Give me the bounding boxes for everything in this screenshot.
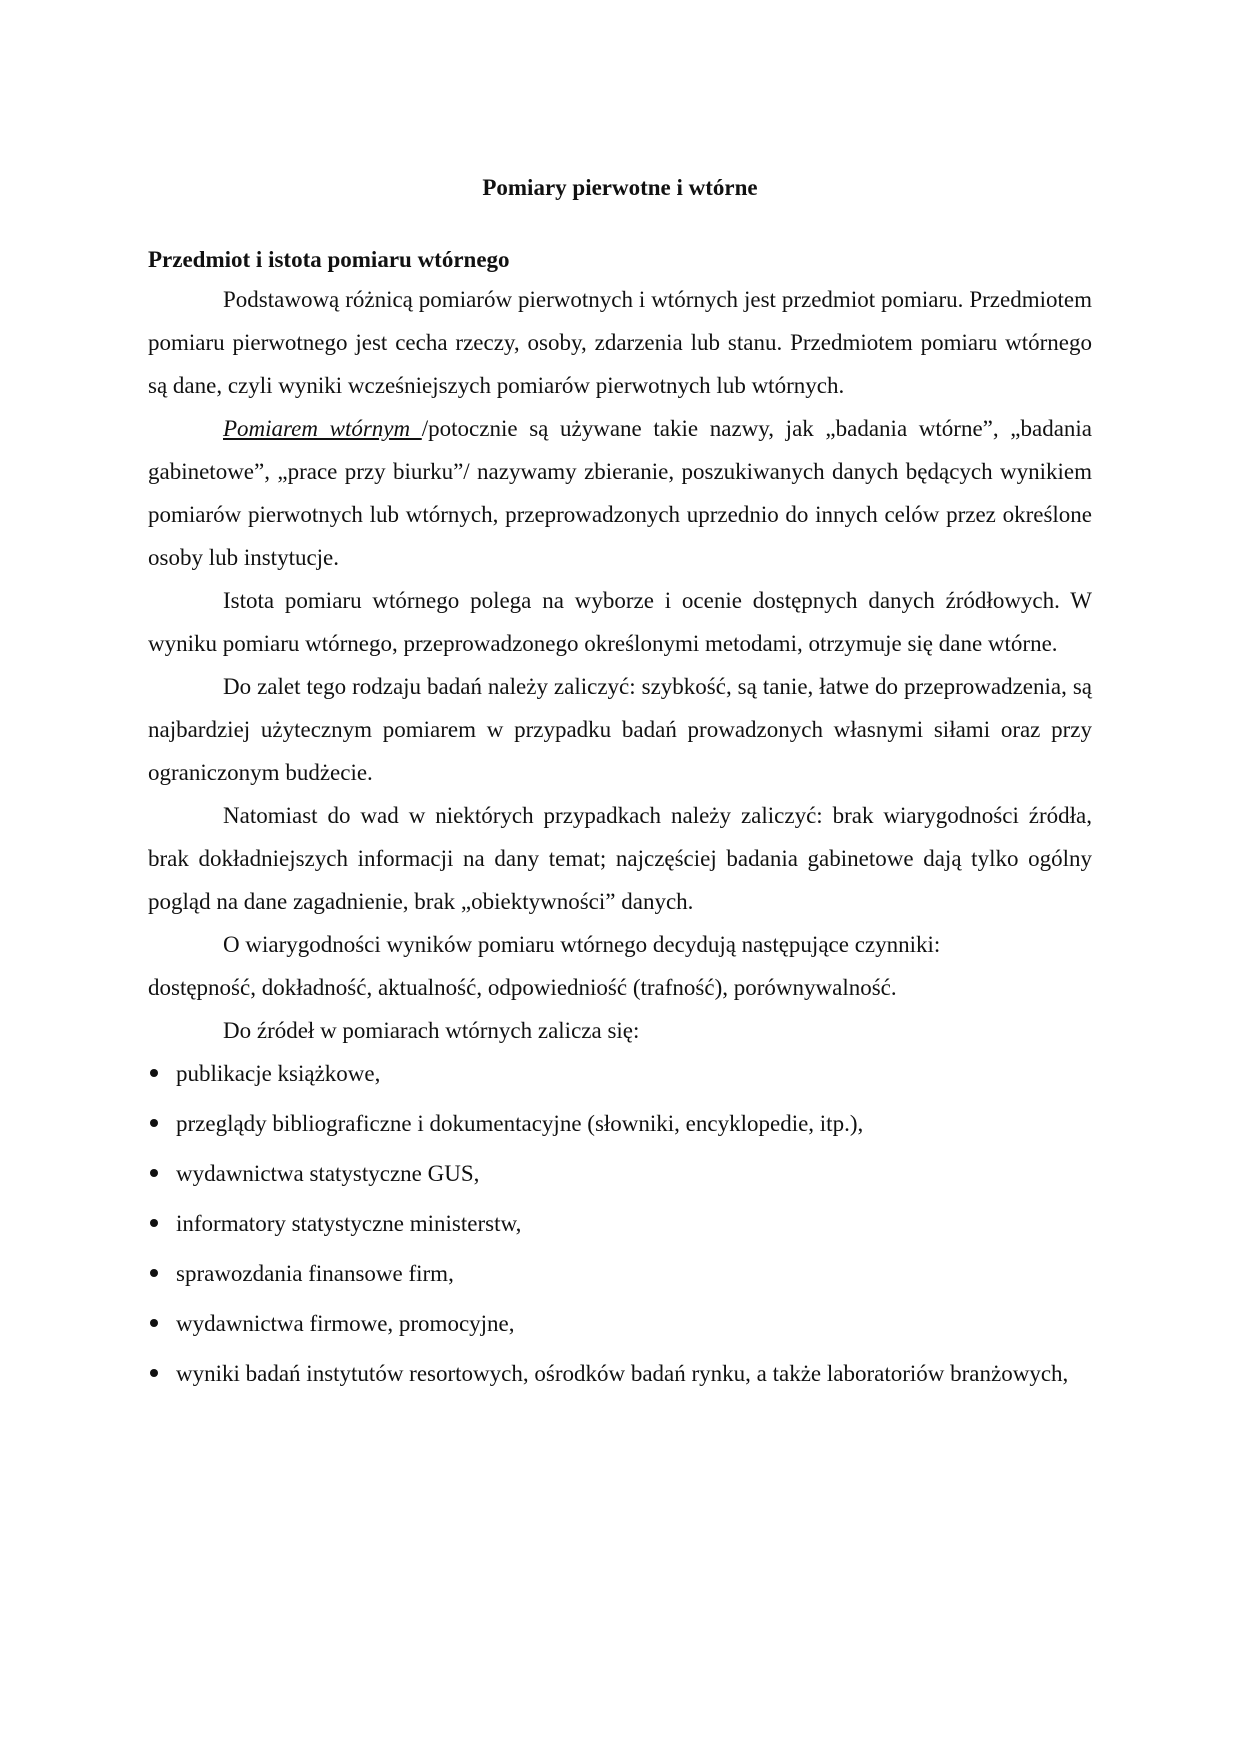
bullet-icon bbox=[150, 1319, 158, 1327]
list-item-text: wydawnictwa firmowe, promocyjne, bbox=[176, 1311, 515, 1336]
paragraph-primary-vs-secondary: Podstawową różnicą pomiarów pierwotnych i wtórnych jest przedmiot pomiaru. Przedmiotem pomiaru pierwotnego jest cecha rzeczy, osoby, zdarzenia lub stanu. Przedmiotem pomiaru wtórnego są dane, czyli wyniki wcześniejszych pomiarów pierwotnych lub wtórnych. bbox=[148, 287, 1092, 398]
list-item-text: wydawnictwa statystyczne GUS, bbox=[176, 1161, 480, 1186]
list-item bbox=[148, 1202, 1092, 1245]
list-item-text: sprawozdania finansowe firm, bbox=[176, 1261, 454, 1286]
list-item bbox=[148, 1252, 1092, 1295]
bullet-icon bbox=[150, 1369, 158, 1377]
paragraph-reliability-factors: O wiarygodności wyników pomiaru wtórnego decydują następujące czynniki: bbox=[223, 932, 941, 957]
list-item-text: przeglądy bibliograficzne i dokumentacyjne (słowniki, encyklopedie, itp.), bbox=[176, 1111, 864, 1136]
list-item-text: publikacje książkowe, bbox=[176, 1061, 381, 1086]
list-item bbox=[148, 1152, 1092, 1195]
bullet-icon bbox=[150, 1069, 158, 1077]
document-page bbox=[148, 170, 1092, 1402]
list-item bbox=[148, 1052, 1092, 1095]
bullet-icon bbox=[150, 1169, 158, 1177]
list-item-text: wyniki badań instytutów resortowych, ośrodków badań rynku, a także laboratoriów branżowych, bbox=[176, 1361, 1069, 1386]
sources-list bbox=[148, 1052, 1092, 1395]
bullet-icon bbox=[150, 1219, 158, 1227]
paragraph-definition bbox=[148, 407, 1092, 579]
list-item bbox=[148, 1352, 1092, 1395]
bullet-icon bbox=[150, 1269, 158, 1277]
paragraph-sources-intro: Do źródeł w pomiarach wtórnych zalicza się: bbox=[223, 1018, 640, 1043]
list-item bbox=[148, 1102, 1092, 1145]
document-title: Pomiary pierwotne i wtórne bbox=[482, 175, 758, 200]
term-secondary-measurement: Pomiarem wtórnym bbox=[223, 416, 422, 441]
section-heading: Przedmiot i istota pomiaru wtórnego bbox=[148, 247, 510, 272]
paragraph-reliability-list: dostępność, dokładność, aktualność, odpowiedniość (trafność), porównywalność. bbox=[148, 975, 897, 1000]
definition-text: /potocznie są używane takie nazwy, jak „badania wtórne”, „badania gabinetowe”, „prace przy biurku”/ nazywamy zbieranie, poszukiwanych danych będących wynikiem pomiarów pierwotnych lub wtórnych, przeprowadzonych uprzednio do innych celów przez określone osoby lub instytucje. bbox=[148, 416, 1092, 570]
paragraph-advantages: Do zalet tego rodzaju badań należy zaliczyć: szybkość, są tanie, łatwe do przeprowadzenia, są najbardziej użytecznym pomiarem w przypadku badań prowadzonych własnymi siłami oraz przy ograniczonym budżecie. bbox=[148, 674, 1092, 785]
paragraph-disadvantages: Natomiast do wad w niektórych przypadkach należy zaliczyć: brak wiarygodności źródła, brak dokładniejszych informacji na dany temat; najczęściej badania gabinetowe dają tylko ogólny pogląd na dane zagadnienie, brak „obiektywności” danych. bbox=[148, 803, 1092, 914]
paragraph-essence: Istota pomiaru wtórnego polega na wyborze i ocenie dostępnych danych źródłowych. W wyniku pomiaru wtórnego, przeprowadzonego określonymi metodami, otrzymuje się dane wtórne. bbox=[148, 588, 1092, 656]
bullet-icon bbox=[150, 1119, 158, 1127]
list-item bbox=[148, 1302, 1092, 1345]
list-item-text: informatory statystyczne ministerstw, bbox=[176, 1211, 522, 1236]
